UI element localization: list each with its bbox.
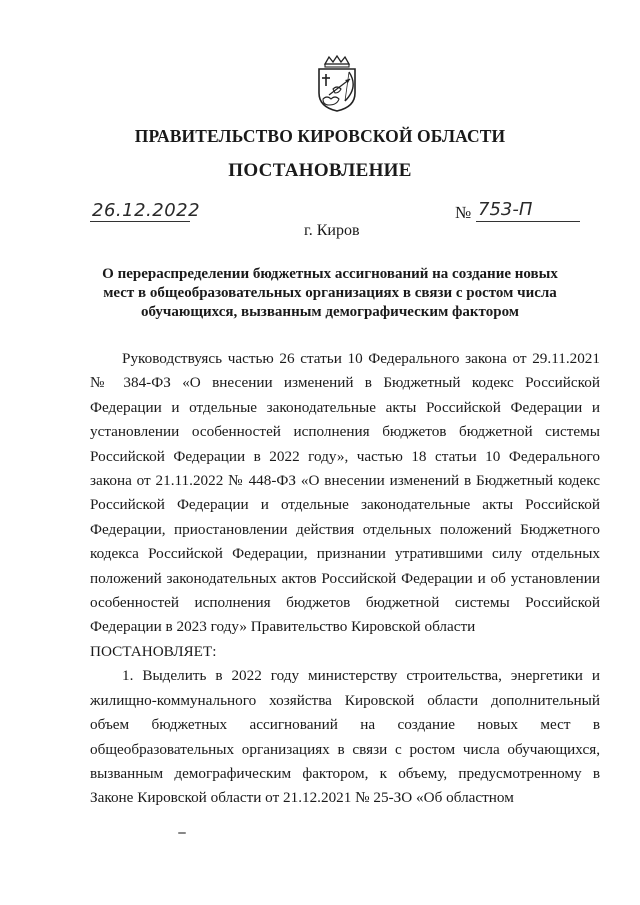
document-type-heading: ПОСТАНОВЛЕНИЕ	[228, 160, 412, 181]
city-of-issue: г. Киров	[304, 222, 360, 239]
document-body	[90, 347, 600, 811]
document-number: 753-П	[478, 199, 533, 220]
document-subject: О перераспределении бюджетных ассигнований на создание новых мест в общеобразовательных организациях в связи с ростом числа обучающихся, вызванным демографическим фактором	[102, 266, 558, 320]
document-date: 26.12.2022	[92, 200, 201, 221]
decree-word: ПОСТАНОВЛЯЕТ:	[90, 642, 217, 660]
item-1-paragraph: 1. Выделить в 2022 году министерству строительства, энергетики и жилищно-коммунального хозяйства Кировской области дополнительный объем бюджетных ассигнований на создание новых мест в общеобразовательных организациях в связи с ростом числа обучающихся, вызванным демографическим фактором, к объему, предусмотренному в Законе Кировской области от 21.12.2021 № 25-ЗО «Об областном	[90, 667, 600, 807]
date-underline	[90, 221, 190, 222]
preamble-paragraph: Руководствуясь частью 26 статьи 10 Федерального закона от 29.11.2021 № 384-ФЗ «О внесении изменений в Бюджетный кодекс Российской Федерации и отдельные законодательные акты Российской Федерации и установлении особенностей исполнения бюджетов бюджетной системы Российской Федерации в 2022 году», частью 18 статьи 10 Федерального закона от 21.11.2022 № 448-ФЗ «О внесении изменений в Бюджетный кодекс Российской Федерации и отдельные законодательные акты Российской Федерации, приостановлении действия отдельных положений Бюджетного кодекса Российской Федерации, признании утратившими силу отдельных положений законодательных актов Российской Федерации и об установлении особенностей исполнения бюджетов бюджетной системы Российской Федерации в 2023 году» Правительство Кировской области	[90, 350, 600, 636]
government-title: ПРАВИТЕЛЬСТВО КИРОВСКОЙ ОБЛАСТИ	[134, 126, 506, 146]
coat-of-arms-icon	[315, 55, 359, 113]
number-sign: №	[455, 203, 472, 222]
number-underline	[476, 221, 580, 222]
scan-speck	[178, 832, 186, 834]
